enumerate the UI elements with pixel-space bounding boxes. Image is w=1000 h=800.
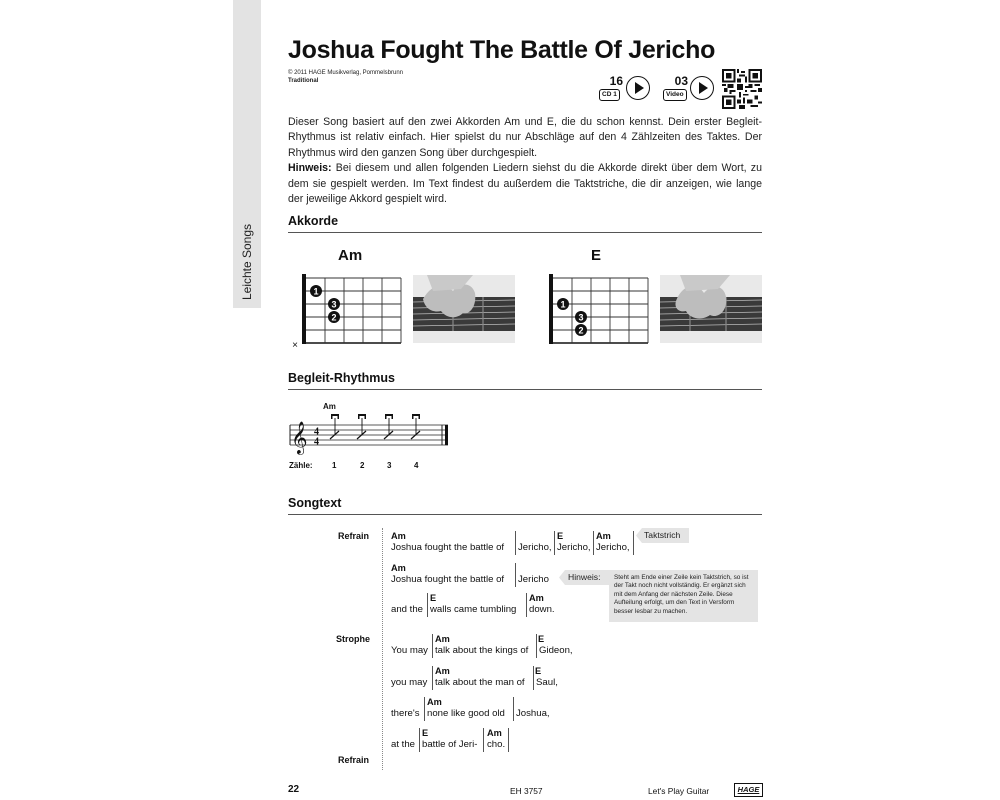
lyric-line: Jericho, [596, 542, 630, 553]
divider [288, 232, 762, 233]
intro-paragraph: Dieser Song basiert auf den zwei Akkorden Am und E, die du schon kennst. Dein erster Begleit-Rhythmus ist relativ einfach. Hier spielst du nur Abschläge auf den 4 Zählzeiten des Taktes. Der Rhythmus wird den ganzen Song über durchgespielt. [288, 116, 762, 159]
bar-line [515, 563, 516, 587]
downstroke-icon [331, 414, 420, 419]
finger-dot [557, 298, 569, 310]
lyric-line: talk about the kings of [435, 645, 529, 656]
chord-mark: E [557, 531, 564, 541]
lyric-line: battle of Jeri- [422, 739, 478, 750]
bar-line [554, 531, 555, 555]
lyric-line: Jericho [518, 574, 549, 585]
lyric-line: Saul, [536, 677, 558, 688]
chord-mark: E [430, 593, 437, 603]
lyric-line: talk about the man of [435, 677, 525, 688]
chord-mark: Am [391, 563, 406, 573]
chord-am-photo [413, 275, 515, 343]
hint-text: Bei diesem und allen folgenden Liedern siehst du die Akkorde direkt über dem Wort, zu dem sie gespielt werden. Im Text findest du außerdem die Taktstriche, die dir anzeigen, wie lange der jeweilige Akkord gespielt wird. [288, 162, 762, 206]
bar-line [424, 697, 425, 721]
chord-e-photo [660, 275, 762, 343]
bar-line [536, 634, 537, 658]
lyric-line: at the [391, 739, 416, 750]
chord-e-diagram [536, 273, 654, 351]
svg-text:2: 2 [331, 312, 337, 323]
treble-clef-icon: 𝄞 [291, 421, 308, 454]
svg-text:4: 4 [314, 426, 319, 438]
bar-line [419, 728, 420, 752]
series-title: Let's Play Guitar [648, 786, 710, 796]
divider [288, 389, 762, 390]
lyric-line: you may [391, 677, 428, 688]
cd-label: CD 1 [599, 89, 620, 101]
finger-dot [328, 311, 340, 323]
count-3: 3 [387, 461, 392, 470]
side-tab [233, 0, 261, 308]
song-margin-line [382, 528, 384, 770]
lyric-line: walls came tumbling [430, 604, 517, 615]
lyric-line: You may [391, 645, 428, 656]
chord-mark: Am [435, 634, 450, 644]
qr-code-icon[interactable] [722, 69, 762, 109]
lyric-line: Joshua fought the battle of [391, 574, 505, 585]
finger-dot [575, 311, 587, 323]
section-akkorde: Akkorde [288, 214, 339, 228]
chord-am-name: Am [338, 247, 363, 264]
finger-dot [575, 324, 587, 336]
lyric-line: Joshua, [516, 708, 550, 719]
svg-text:1: 1 [313, 286, 319, 297]
bar-line [427, 593, 428, 617]
label-refrain-end: Refrain [338, 755, 370, 765]
cd-track[interactable] [593, 74, 653, 104]
count-1: 1 [332, 461, 337, 470]
bar-line [513, 697, 514, 721]
count-label: Zähle: [289, 461, 313, 470]
finger-dot [310, 285, 322, 297]
section-rhythmus: Begleit-Rhythmus [288, 371, 395, 385]
composer: Traditional [288, 78, 319, 84]
lyric-line: Jericho, [557, 542, 591, 553]
bar-line [526, 593, 527, 617]
intro-text [288, 115, 762, 207]
lyric-line: cho. [487, 739, 506, 750]
bar-line [515, 531, 516, 555]
play-icon[interactable] [626, 76, 650, 100]
lyric-line: Joshua fought the battle of [391, 542, 505, 553]
video-label: Video [663, 89, 687, 101]
side-tab-label: Leichte Songs [240, 223, 254, 301]
taktstrich-label: Taktstrich [644, 530, 681, 540]
chord-mark: E [538, 634, 545, 644]
lyric-line: none like good old [427, 708, 505, 719]
lyric-line: there's [391, 708, 420, 719]
label-strophe: Strophe [336, 634, 371, 644]
video-track-number: 03 [674, 74, 688, 88]
chord-mark: Am [487, 728, 502, 738]
bar-line [508, 728, 509, 752]
bar-line [533, 666, 534, 690]
bar-line [593, 531, 594, 555]
play-icon[interactable] [690, 76, 714, 100]
hinweis-label: Hinweis: [568, 572, 601, 582]
chord-mark: Am [435, 666, 450, 676]
svg-text:4: 4 [314, 436, 319, 448]
svg-text:2: 2 [578, 325, 584, 336]
chord-mark: Am [391, 531, 406, 541]
section-songtext: Songtext [288, 496, 342, 510]
video-track[interactable] [658, 74, 718, 104]
song-title: Joshua Fought The Battle Of Jericho [288, 36, 716, 64]
lyric-line: Gideon, [539, 645, 573, 656]
count-4: 4 [414, 461, 419, 470]
cd-track-number: 16 [609, 74, 623, 88]
lyric-line: down. [529, 604, 555, 615]
hage-logo: HAGE [734, 783, 763, 797]
lyric-line: and the [391, 604, 424, 615]
chord-e-name: E [591, 247, 602, 264]
lyric-line: Jericho, [518, 542, 552, 553]
chord-mark: Am [529, 593, 544, 603]
chord-am-diagram [289, 273, 407, 351]
page-number: 22 [288, 784, 300, 795]
chord-mark: Am [596, 531, 611, 541]
rhythm-chord: Am [323, 402, 336, 411]
chord-mark: E [422, 728, 429, 738]
count-2: 2 [360, 461, 365, 470]
chord-mark: Am [427, 697, 442, 707]
bar-line [633, 531, 634, 555]
chord-mark: E [535, 666, 542, 676]
svg-text:3: 3 [578, 312, 584, 323]
label-refrain: Refrain [338, 531, 370, 541]
mute-marker: × [292, 340, 298, 351]
svg-text:3: 3 [331, 299, 337, 310]
copyright: © 2011 HAGE Musikverlag, Pommelsbrunn [288, 70, 404, 76]
finger-dot [328, 298, 340, 310]
svg-text:1: 1 [560, 299, 566, 310]
edition-code: EH 3757 [510, 786, 543, 796]
hint-label: Hinweis: [288, 162, 332, 175]
bar-line [483, 728, 484, 752]
rhythm-staff [288, 410, 454, 460]
divider [288, 514, 762, 515]
bar-line [432, 634, 433, 658]
hinweis-box: Steht am Ende einer Zeile kein Taktstrich, so ist der Takt noch nicht vollständig. Er ergänzt sich mit dem Anfang der nächsten Zeile. Diese Aufteilung erfolgt, um den Text in Versform besser lesbar zu machen. [609, 570, 758, 622]
bar-line [432, 666, 433, 690]
